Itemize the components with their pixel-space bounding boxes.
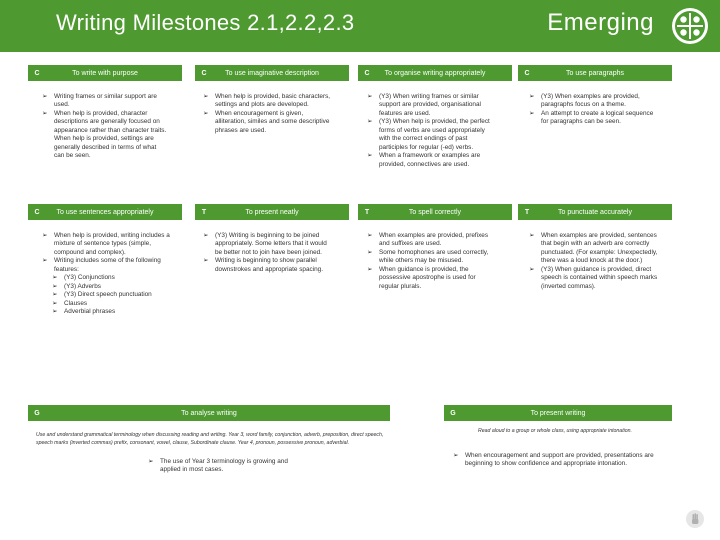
criterion-details-spell-correctly <box>367 232 495 291</box>
bullet-item: ➢ Writing includes some of the following features: <box>42 257 170 274</box>
criterion-bar-present-neatly <box>195 204 349 220</box>
bullet-item: ➢ When guidance is provided, the possessive apostrophe is used for regular plurals. <box>367 266 495 291</box>
hand-icon <box>686 510 704 528</box>
criterion-code: T <box>364 208 370 216</box>
bullet-item: ➢ When encouragement is given, alliteration, similes and some descriptive phrases are used. <box>203 110 335 135</box>
bullet-item: ➢ (Y3) When guidance is provided, direct speech is contained within speech marks (inverted commas). <box>529 266 661 291</box>
bullet-item: ➢ When help is provided, basic characters, settings and plots are developed. <box>203 93 335 110</box>
criterion-bar-organise-writing <box>358 65 512 81</box>
sub-bullet-item: ➢ Clauses <box>52 300 170 308</box>
criterion-bar-write-purpose <box>28 65 182 81</box>
bullet-item: ➢ When examples are provided, prefixes and suffixes are used. <box>367 232 495 249</box>
criterion-title: To punctuate accurately <box>558 208 632 216</box>
bullet-item: ➢ When help is provided, character descriptions are generally focused on appearance rather than character traits. When help is provided, settings are generally described in terms of what can be seen. <box>42 110 168 161</box>
criterion-details-present-neatly <box>203 232 335 274</box>
bullet-item: ➢ When examples are provided, sentences that begin with an adverb are correctly punctuated. (For example: Unexpectedly, there was a loud knock at the door.) <box>529 232 661 266</box>
criterion-details-paragraphs <box>529 93 661 127</box>
criterion-title: To write with purpose <box>72 69 138 77</box>
sub-bullet-item: ➢ Adverbial phrases <box>52 308 170 316</box>
criterion-code: C <box>524 69 530 77</box>
criterion-bar-paragraphs <box>518 65 672 81</box>
criterion-details-punctuate <box>529 232 661 291</box>
page-title: Writing Milestones 2.1,2.2,2.3 <box>56 10 355 35</box>
bullet-item: ➢ An attempt to create a logical sequence for paragraphs can be seen. <box>529 110 661 127</box>
criterion-bar-imaginative-description <box>195 65 349 81</box>
criterion-title: To use sentences appropriately <box>56 208 154 216</box>
sub-bullet-item: ➢ (Y3) Conjunctions <box>52 274 170 282</box>
criterion-code: G <box>34 409 40 417</box>
bullet-item: ➢ (Y3) When examples are provided, paragraphs focus on a theme. <box>529 93 661 110</box>
bullet-item: ➢ When a framework or examples are provided, connectives are used. <box>367 152 495 169</box>
sub-bullet-item: ➢ (Y3) Adverbs <box>52 283 170 291</box>
criterion-title: To use imaginative description <box>225 69 319 77</box>
criterion-code: G <box>450 409 456 417</box>
criterion-details-present-writing <box>453 452 673 469</box>
criterion-code: T <box>524 208 530 216</box>
bullet-item: ➢ The use of Year 3 terminology is growing and applied in most cases. <box>148 458 298 475</box>
criterion-title: To present neatly <box>245 208 299 216</box>
criterion-title: To organise writing appropriately <box>384 69 486 77</box>
criterion-title: To present writing <box>530 409 586 417</box>
sub-bullet-item: ➢ (Y3) Direct speech punctuation <box>52 291 170 299</box>
bullet-item: ➢ When encouragement and support are provided, presentations are beginning to show confidence and appropriate intonation. <box>453 452 673 469</box>
criterion-bar-analyse-writing <box>28 405 390 421</box>
criterion-code: C <box>34 208 40 216</box>
criterion-details-sentences <box>42 232 170 317</box>
guidance-note-analyse: Use and understand grammatical terminology when discussing reading and writing. Year 3, word family, conjunction, adverb, preposition, direct speech, speech marks (inverted commas) prefix, consonant, vowel, clause, Subordinate clause. Year 4, pronoun, possessive pronoun, adverbial. <box>36 432 384 447</box>
school-crest-logo <box>672 8 708 44</box>
bullet-item: ➢ Writing is beginning to show parallel downstrokes and appropriate spacing. <box>203 257 335 274</box>
criterion-details-analyse-writing <box>148 458 298 475</box>
bullet-item: ➢ Writing frames or similar support are used. <box>42 93 168 110</box>
criterion-bar-punctuate <box>518 204 672 220</box>
bullet-item: ➢ When help is provided, writing includes a mixture of sentence types (simple, compound and complex). <box>42 232 170 257</box>
criterion-details-organise-writing <box>367 93 495 169</box>
bullet-item: ➢ (Y3) Writing is beginning to be joined appropriately. Some letters that it would be better not to join have been joined. <box>203 232 335 257</box>
header-banner <box>0 0 720 52</box>
bullet-item: ➢ Some homophones are used correctly, while others may be misused. <box>367 249 495 266</box>
criterion-bar-sentences <box>28 204 182 220</box>
criterion-bar-spell-correctly <box>358 204 512 220</box>
criterion-code: C <box>364 69 370 77</box>
guidance-note-present: Read aloud to a group or whole class, using appropriate intonation. <box>478 428 632 434</box>
criterion-title: To use paragraphs <box>566 69 624 77</box>
criterion-code: T <box>201 208 207 216</box>
bullet-item: ➢ (Y3) When writing frames or similar support are provided, organisational features are used. <box>367 93 495 118</box>
criterion-bar-present-writing <box>444 405 672 421</box>
criterion-title: To analyse writing <box>181 409 237 417</box>
criterion-title: To spell correctly <box>408 208 462 216</box>
level-label: Emerging <box>547 9 654 36</box>
bullet-item: ➢ (Y3) When help is provided, the perfect forms of verbs are used appropriately with the correct endings of past participles for regular (-ed) verbs. <box>367 118 495 152</box>
criterion-code: C <box>34 69 40 77</box>
criterion-details-imaginative-description <box>203 93 335 135</box>
criterion-details-write-purpose <box>42 93 168 161</box>
criterion-code: C <box>201 69 207 77</box>
